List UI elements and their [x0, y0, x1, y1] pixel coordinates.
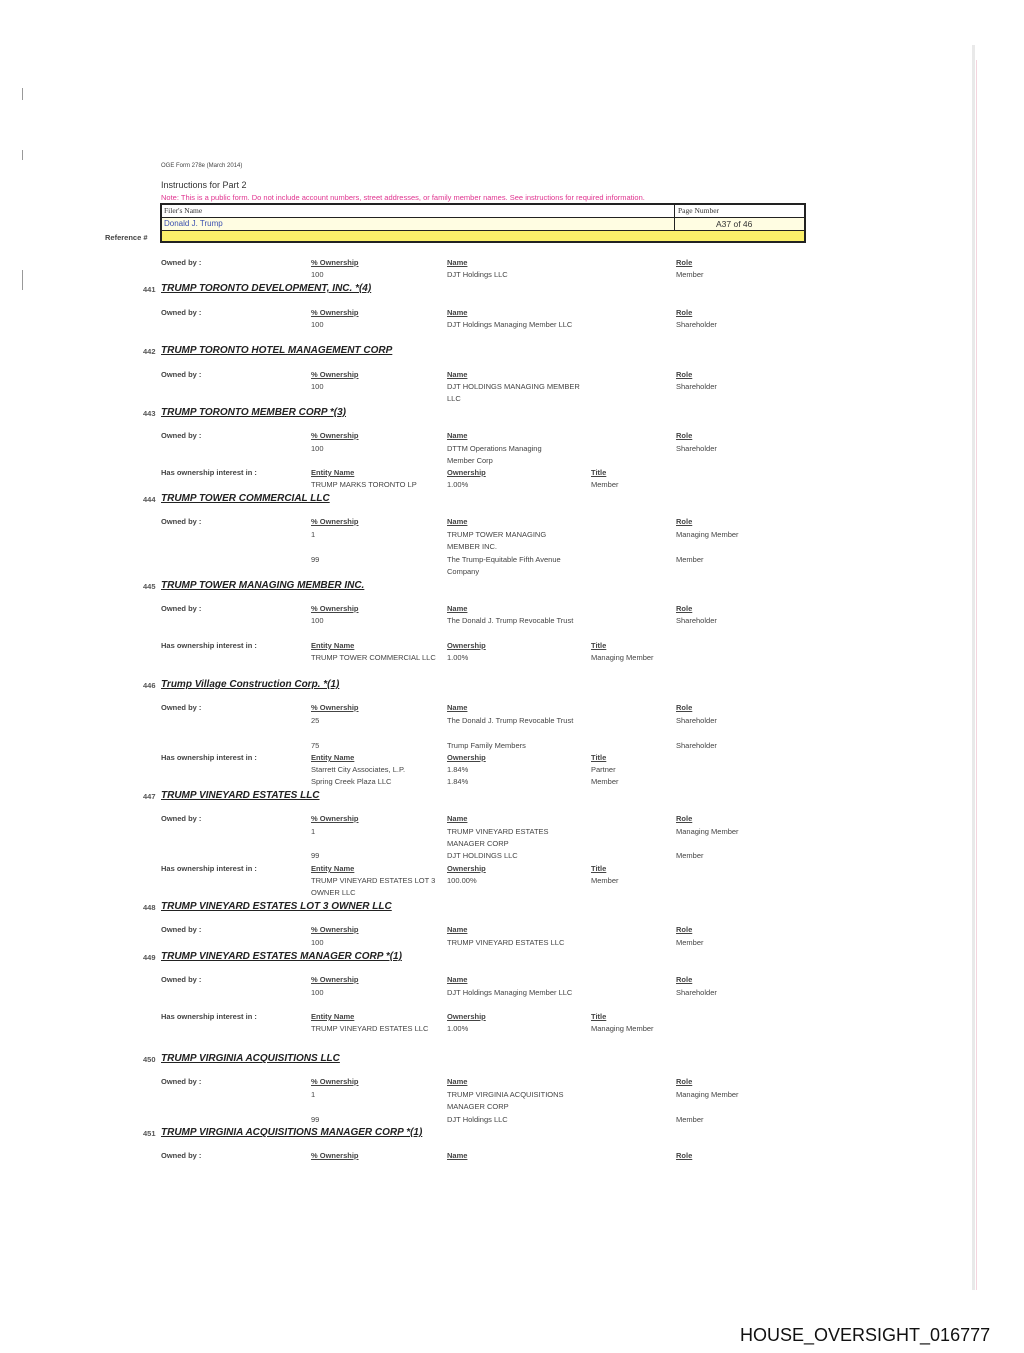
- owned-by-label: Owned by :: [161, 975, 202, 984]
- interest-ownership: 100.00%: [447, 876, 477, 885]
- page-number-label: Page Number: [678, 206, 720, 215]
- entity-title[interactable]: TRUMP VINEYARD ESTATES LOT 3 OWNER LLC: [161, 901, 392, 912]
- interest-ownership: 1.84%: [447, 765, 469, 774]
- pct-ownership-header: % Ownership: [311, 1077, 359, 1086]
- form-id: OGE Form 278e (March 2014): [161, 163, 243, 169]
- interest-entity: Spring Creek Plaza LLC: [311, 777, 392, 787]
- owner-pct: 100: [311, 616, 324, 625]
- has-interest-label: Has ownership interest in :: [161, 468, 257, 477]
- entity-name-header: Entity Name: [311, 1012, 355, 1021]
- owner-role: Managing Member: [676, 827, 739, 836]
- role-header: Role: [676, 370, 693, 379]
- owner-name: DJT HOLDINGS LLC: [447, 851, 518, 860]
- owned-by-label: Owned by :: [161, 814, 202, 823]
- name-header: Name: [447, 517, 468, 526]
- interest-title: Member: [591, 876, 619, 885]
- filer-header-table: [160, 203, 806, 243]
- owner-name: TRUMP VINEYARD ESTATES LLC: [447, 938, 565, 947]
- title-header: Title: [591, 641, 607, 650]
- interest-entity: TRUMP VINEYARD ESTATES LLC: [311, 1024, 429, 1033]
- owner-pct: 99: [311, 1115, 320, 1124]
- entity-title[interactable]: Trump Village Construction Corp. *(1): [161, 679, 340, 690]
- entity-title[interactable]: TRUMP VIRGINIA ACQUISITIONS LLC: [161, 1053, 340, 1064]
- name-header: Name: [447, 370, 468, 379]
- entry-number: 443: [143, 409, 156, 418]
- entity-name-header: Entity Name: [311, 641, 355, 650]
- interest-ownership: 1.00%: [447, 480, 469, 489]
- owner-role: Member: [676, 270, 704, 279]
- owner-role: Shareholder: [676, 616, 717, 625]
- owner-role: Shareholder: [676, 320, 717, 329]
- role-header: Role: [676, 1151, 693, 1160]
- reference-label: Reference #: [105, 233, 148, 242]
- reference-row: [162, 231, 804, 241]
- role-header: Role: [676, 925, 693, 934]
- owner-name: TRUMP VIRGINIA ACQUISITIONS MANAGER CORP: [447, 1090, 564, 1112]
- owner-name: DTTM Operations Managing Member Corp: [447, 444, 542, 466]
- interest-ownership: 1.84%: [447, 777, 469, 787]
- owner-pct: 25: [311, 716, 320, 725]
- entity-title[interactable]: TRUMP VINEYARD ESTATES LLC: [161, 790, 320, 801]
- pct-ownership-header: % Ownership: [311, 703, 359, 712]
- owned-by-label: Owned by :: [161, 370, 202, 379]
- role-header: Role: [676, 975, 693, 984]
- owner-role: Shareholder: [676, 988, 717, 997]
- pct-ownership-header: % Ownership: [311, 604, 359, 613]
- owner-name: TRUMP VINEYARD ESTATES MANAGER CORP: [447, 827, 549, 849]
- owner-pct: 1: [311, 827, 316, 836]
- role-header: Role: [676, 814, 693, 823]
- pct-ownership-header: % Ownership: [311, 431, 359, 440]
- owner-role: Managing Member: [676, 530, 739, 539]
- owner-pct: 1: [311, 530, 316, 539]
- title-header: Title: [591, 468, 607, 477]
- entry-number: 442: [143, 347, 156, 356]
- header-divider: [674, 205, 675, 230]
- name-header: Name: [447, 604, 468, 613]
- pct-ownership-header: % Ownership: [311, 258, 359, 267]
- owner-name: DJT Holdings Managing Member LLC: [447, 988, 573, 997]
- page-number-value: A37 of 46: [716, 219, 753, 229]
- owner-role: Member: [676, 1115, 704, 1124]
- owned-by-label: Owned by :: [161, 517, 202, 526]
- entry-number: 450: [143, 1055, 156, 1064]
- owner-name: Trump Family Members: [447, 741, 526, 750]
- interest-title: Managing Member: [591, 1024, 654, 1033]
- entity-title[interactable]: TRUMP TOWER MANAGING MEMBER INC.: [161, 580, 365, 591]
- pct-ownership-header: % Ownership: [311, 370, 359, 379]
- owner-pct: 100: [311, 988, 324, 997]
- interest-title: Member: [591, 480, 619, 489]
- role-header: Role: [676, 308, 693, 317]
- ownership-header: Ownership: [447, 468, 486, 477]
- owned-by-label: Owned by :: [161, 925, 202, 934]
- title-header: Title: [591, 864, 607, 873]
- entity-title[interactable]: TRUMP TORONTO MEMBER CORP *(3): [161, 407, 347, 418]
- owned-by-label: Owned by :: [161, 1151, 202, 1160]
- role-header: Role: [676, 604, 693, 613]
- owned-by-label: Owned by :: [161, 258, 202, 267]
- has-interest-label: Has ownership interest in :: [161, 1012, 257, 1021]
- owner-role: Member: [676, 938, 704, 947]
- entry-number: 444: [143, 495, 156, 504]
- interest-entity: TRUMP TOWER COMMERCIAL LLC: [311, 653, 436, 662]
- name-header: Name: [447, 814, 468, 823]
- owned-by-label: Owned by :: [161, 703, 202, 712]
- instructions-title: Instructions for Part 2: [161, 180, 247, 190]
- scan-mark: [22, 88, 23, 100]
- owner-pct: 100: [311, 382, 324, 391]
- name-header: Name: [447, 1151, 468, 1160]
- owner-name: DJT HOLDINGS MANAGING MEMBER LLC: [447, 382, 580, 404]
- owner-pct: 99: [311, 851, 320, 860]
- owner-name: DJT Holdings Managing Member LLC: [447, 320, 573, 329]
- entry-number: 449: [143, 953, 156, 962]
- entry-number: 447: [143, 792, 156, 801]
- entity-name-header: Entity Name: [311, 753, 355, 762]
- owner-role: Shareholder: [676, 444, 717, 453]
- scan-mark: [22, 150, 23, 160]
- name-header: Name: [447, 975, 468, 984]
- owner-name: TRUMP TOWER MANAGING MEMBER INC.: [447, 530, 547, 552]
- owner-role: Member: [676, 851, 704, 860]
- owner-name: DJT Holdings LLC: [447, 1115, 508, 1124]
- ownership-header: Ownership: [447, 1012, 486, 1021]
- bates-number: HOUSE_OVERSIGHT_016777: [740, 1325, 991, 1345]
- pct-ownership-header: % Ownership: [311, 814, 359, 823]
- owner-role: Shareholder: [676, 382, 717, 391]
- owner-role: Managing Member: [676, 1090, 739, 1099]
- pct-ownership-header: % Ownership: [311, 975, 359, 984]
- owner-pct: 100: [311, 270, 324, 279]
- entry-number: 451: [143, 1129, 156, 1138]
- ownership-header: Ownership: [447, 641, 486, 650]
- ownership-header: Ownership: [447, 753, 486, 762]
- pct-ownership-header: % Ownership: [311, 925, 359, 934]
- owner-pct: 100: [311, 444, 324, 453]
- interest-title: Member: [591, 777, 619, 787]
- interest-title: Managing Member: [591, 653, 654, 662]
- pct-ownership-header: % Ownership: [311, 308, 359, 317]
- scan-mark: [22, 270, 23, 290]
- filer-name-label: Filer's Name: [164, 206, 203, 215]
- owner-pct: 75: [311, 741, 320, 750]
- interest-ownership: 1.00%: [447, 1024, 469, 1033]
- owner-role: Shareholder: [676, 741, 717, 750]
- name-header: Name: [447, 431, 468, 440]
- role-header: Role: [676, 431, 693, 440]
- role-header: Role: [676, 1077, 693, 1086]
- owner-name: DJT Holdings LLC: [447, 270, 508, 279]
- has-interest-label: Has ownership interest in :: [161, 753, 257, 762]
- entity-name-header: Entity Name: [311, 864, 355, 873]
- entry-number: 446: [143, 681, 156, 690]
- ownership-header: Ownership: [447, 864, 486, 873]
- name-header: Name: [447, 258, 468, 267]
- interest-entity: TRUMP VINEYARD ESTATES LOT 3 OWNER LLC: [311, 876, 436, 898]
- title-header: Title: [591, 753, 607, 762]
- pct-ownership-header: % Ownership: [311, 517, 359, 526]
- owner-pct: 100: [311, 938, 324, 947]
- public-form-note: Note: This is a public form. Do not include account numbers, street addresses, or family member names. See instructions for required information.: [161, 193, 645, 202]
- entity-title[interactable]: TRUMP TORONTO DEVELOPMENT, INC. *(4): [161, 283, 372, 294]
- interest-title: Partner: [591, 765, 616, 774]
- pct-ownership-header: % Ownership: [311, 1151, 359, 1160]
- owned-by-label: Owned by :: [161, 431, 202, 440]
- entity-name-header: Entity Name: [311, 468, 355, 477]
- owner-pct: 99: [311, 555, 320, 564]
- has-interest-label: Has ownership interest in :: [161, 864, 257, 873]
- scan-edge-tint: [976, 60, 977, 1290]
- owner-role: Member: [676, 555, 704, 564]
- scan-edge: [972, 45, 975, 1290]
- entry-number: 441: [143, 285, 156, 294]
- name-header: Name: [447, 1077, 468, 1086]
- owned-by-label: Owned by :: [161, 1077, 202, 1086]
- owner-pct: 1: [311, 1090, 316, 1099]
- interest-entity: TRUMP MARKS TORONTO LP: [311, 480, 417, 489]
- role-header: Role: [676, 703, 693, 712]
- interest-ownership: 1.00%: [447, 653, 469, 662]
- owned-by-label: Owned by :: [161, 604, 202, 613]
- title-header: Title: [591, 1012, 607, 1021]
- name-header: Name: [447, 925, 468, 934]
- name-header: Name: [447, 308, 468, 317]
- owner-role: Shareholder: [676, 716, 717, 725]
- entity-title[interactable]: TRUMP VINEYARD ESTATES MANAGER CORP *(1): [161, 951, 402, 962]
- owner-name: The Trump-Equitable Fifth Avenue Company: [447, 555, 561, 577]
- filer-name-value: Donald J. Trump: [164, 219, 223, 228]
- owner-pct: 100: [311, 320, 324, 329]
- owner-name: The Donald J. Trump Revocable Trust: [447, 616, 574, 625]
- role-header: Role: [676, 517, 693, 526]
- entry-number: 448: [143, 903, 156, 912]
- entry-number: 445: [143, 582, 156, 591]
- name-header: Name: [447, 703, 468, 712]
- entity-title[interactable]: TRUMP TORONTO HOTEL MANAGEMENT CORP: [161, 345, 393, 356]
- entity-title[interactable]: TRUMP VIRGINIA ACQUISITIONS MANAGER CORP *(1): [161, 1127, 423, 1138]
- interest-entity: Starrett City Associates, L.P.: [311, 765, 406, 774]
- header-value-row: [162, 218, 804, 231]
- role-header: Role: [676, 258, 693, 267]
- owned-by-label: Owned by :: [161, 308, 202, 317]
- entity-title[interactable]: TRUMP TOWER COMMERCIAL LLC: [161, 493, 330, 504]
- has-interest-label: Has ownership interest in :: [161, 641, 257, 650]
- owner-name: The Donald J. Trump Revocable Trust: [447, 716, 574, 725]
